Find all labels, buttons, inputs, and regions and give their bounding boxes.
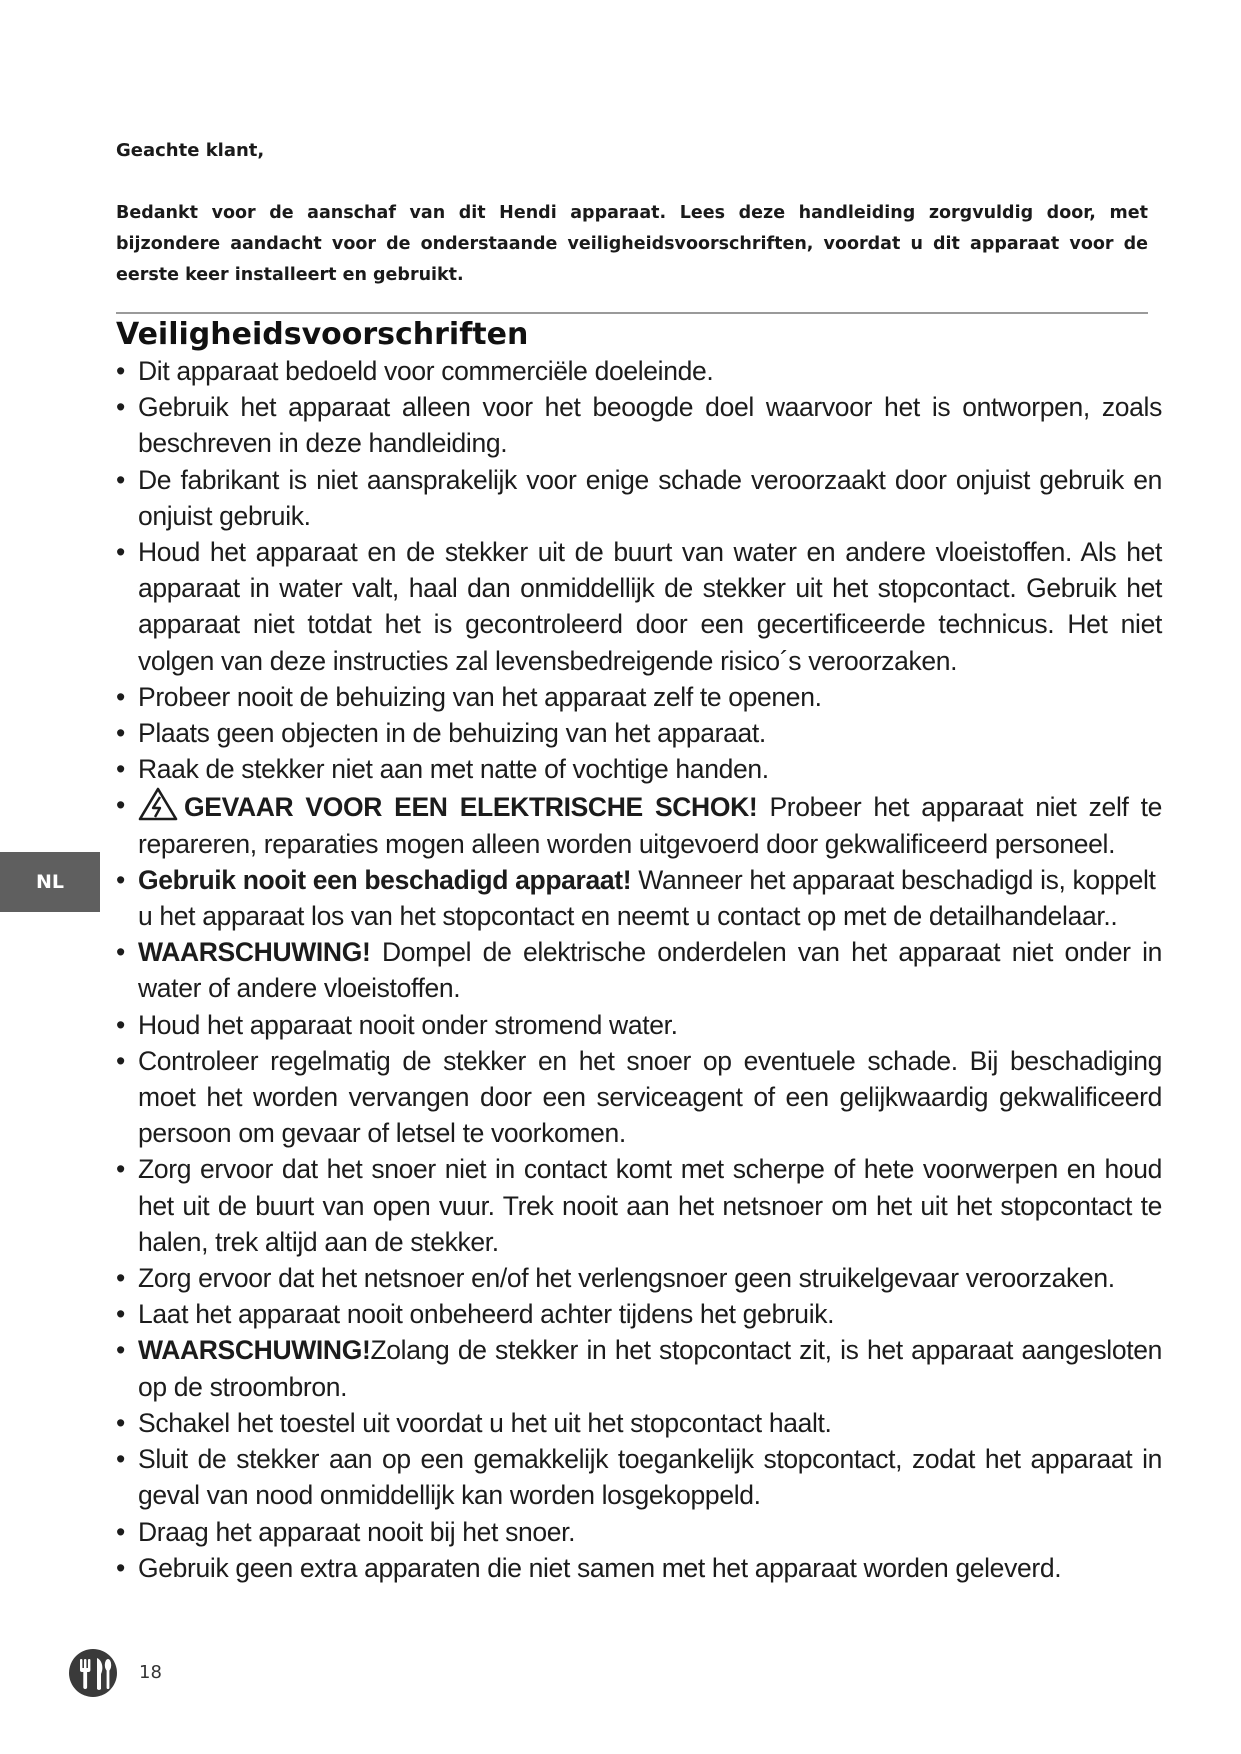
item-text: Probeer het apparaat niet zelf te repareren, reparaties mogen alleen worden uitgevoerd door gekwalificeerd personeel. (138, 792, 1162, 859)
list-item (116, 1332, 1162, 1404)
item-text: Dit apparaat bedoeld voor commerciële doeleinde. (138, 356, 714, 386)
greeting: Geachte klant, (116, 140, 265, 161)
list-item (116, 1514, 1162, 1550)
safety-list (116, 353, 1162, 1586)
bullet: • (116, 1552, 125, 1583)
bullet: • (116, 681, 125, 712)
bullet: • (116, 718, 125, 749)
list-item (116, 715, 1162, 751)
item-text: De fabrikant is niet aansprakelijk voor enige schade veroorzaakt door onjuist gebruik en onjuist gebruik. (138, 464, 1162, 531)
item-text: Plaats geen objecten in de behuizing van het apparaat. (138, 718, 766, 749)
item-text: Sluit de stekker aan op een gemakkelijk toegankelijk stopcontact, zodat het apparaat in geval van nood onmiddellijk kan worden losgekoppeld. (138, 1444, 1162, 1511)
item-text: Controleer regelmatig de stekker en het snoer op eventuele schade. Bij beschadiging moet het worden vervangen door een serviceagent of een gelijkwaardig gekwalificeerd persoon om gevaar of letsel te voorkomen. (138, 1045, 1162, 1149)
list-item (116, 1043, 1162, 1152)
item-text: Gebruik het apparaat alleen voor het beoogde doel waarvoor het is ontworpen, zoals beschreven in deze handleiding. (138, 392, 1162, 459)
item-text: Wanneer het apparaat beschadigd is, koppelt u het apparaat los van het stopcontact en neemt u contact op met de detailhandelaar.. (138, 864, 1156, 932)
list-item (116, 1151, 1162, 1260)
item-text: Gebruik geen extra apparaten die niet samen met het apparaat worden geleverd. (138, 1552, 1062, 1583)
item-bold-label: Gebruik nooit een beschadigd apparaat! (138, 864, 632, 895)
bullet: • (116, 1516, 125, 1547)
bullet: • (116, 1444, 125, 1475)
item-text: Draag het apparaat nooit bij het snoer. (138, 1516, 576, 1547)
list-item (116, 1405, 1162, 1441)
list-item (116, 353, 1162, 389)
electric-shock-warning-icon (138, 787, 178, 821)
section-title: Veiligheidsvoorschriften (116, 317, 529, 352)
list-item (116, 462, 1162, 534)
list-item (116, 1441, 1162, 1513)
bullet: • (116, 392, 125, 423)
bullet: • (116, 1299, 125, 1330)
list-item (116, 862, 1162, 934)
item-text: Zorg ervoor dat het netsnoer en/of het verlengsnoer geen struikelgevaar veroorzaken. (138, 1263, 1115, 1294)
item-bold-label: GEVAAR VOOR EEN ELEKTRISCHE SCHOK! (184, 792, 758, 823)
item-text: Probeer nooit de behuizing van het apparaat zelf te openen. (138, 681, 822, 712)
item-text: Dompel de elektrische onderdelen van het apparaat niet onder in water of andere vloeistoffen. (138, 937, 1162, 1004)
bullet: • (116, 1154, 125, 1185)
item-bold-label: WAARSCHUWING! (138, 937, 371, 968)
item-text: Houd het apparaat en de stekker uit de buurt van water en andere vloeistoffen. Als het apparaat in water valt, haal dan onmiddellijk de stekker uit het stopcontact. Gebruik het apparaat niet totdat het is gecontroleerd door een gecertificeerde technicus. Het niet volgen van deze instructies zal levensbedreigende risico´s veroorzaken. (138, 537, 1162, 676)
list-item (116, 679, 1162, 715)
bullet: • (116, 790, 125, 821)
bullet: • (116, 464, 125, 495)
list-item (116, 1296, 1162, 1332)
list-item (116, 389, 1162, 461)
list-item (116, 934, 1162, 1006)
item-text: Zolang de stekker in het stopcontact zit, is het apparaat aangesloten op de stroombron. (138, 1335, 1162, 1402)
list-item (116, 1260, 1162, 1296)
language-tab: NL (0, 852, 100, 912)
bullet: • (116, 1407, 125, 1438)
list-item (116, 1550, 1162, 1586)
bullet: • (116, 937, 125, 968)
hendi-cutlery-logo-icon (68, 1648, 118, 1698)
bullet: • (116, 754, 125, 785)
bullet: • (116, 537, 125, 568)
item-text: Schakel het toestel uit voordat u het uit het stopcontact haalt. (138, 1407, 832, 1438)
item-text: Laat het apparaat nooit onbeheerd achter tijdens het gebruik. (138, 1299, 835, 1330)
item-text: Houd het apparaat nooit onder stromend water. (138, 1009, 678, 1040)
item-bold-label: WAARSCHUWING! (138, 1335, 371, 1366)
page-number: 18 (139, 1662, 162, 1683)
list-item (116, 751, 1162, 787)
list-item (116, 534, 1162, 679)
bullet: • (116, 1045, 125, 1076)
bullet: • (116, 356, 125, 386)
bullet: • (116, 1009, 125, 1040)
list-item (116, 787, 1162, 861)
bullet: • (116, 1335, 125, 1366)
bullet: • (116, 1263, 125, 1294)
item-text: Raak de stekker niet aan met natte of vochtige handen. (138, 754, 769, 785)
list-item (116, 1007, 1162, 1043)
item-text: Zorg ervoor dat het snoer niet in contact komt met scherpe of hete voorwerpen en houd het uit de buurt van open vuur. Trek nooit aan het netsnoer om het uit het stopcontact te halen, trek altijd aan de stekker. (138, 1154, 1162, 1257)
bullet: • (116, 864, 125, 895)
intro-paragraph: Bedankt voor de aanschaf van dit Hendi apparaat. Lees deze handleiding zorgvuldig door, met bijzondere aandacht voor de onderstaande veiligheidsvoorschriften, voordat u dit apparaat voor de eerste keer installeert en gebruikt. (116, 203, 1148, 285)
